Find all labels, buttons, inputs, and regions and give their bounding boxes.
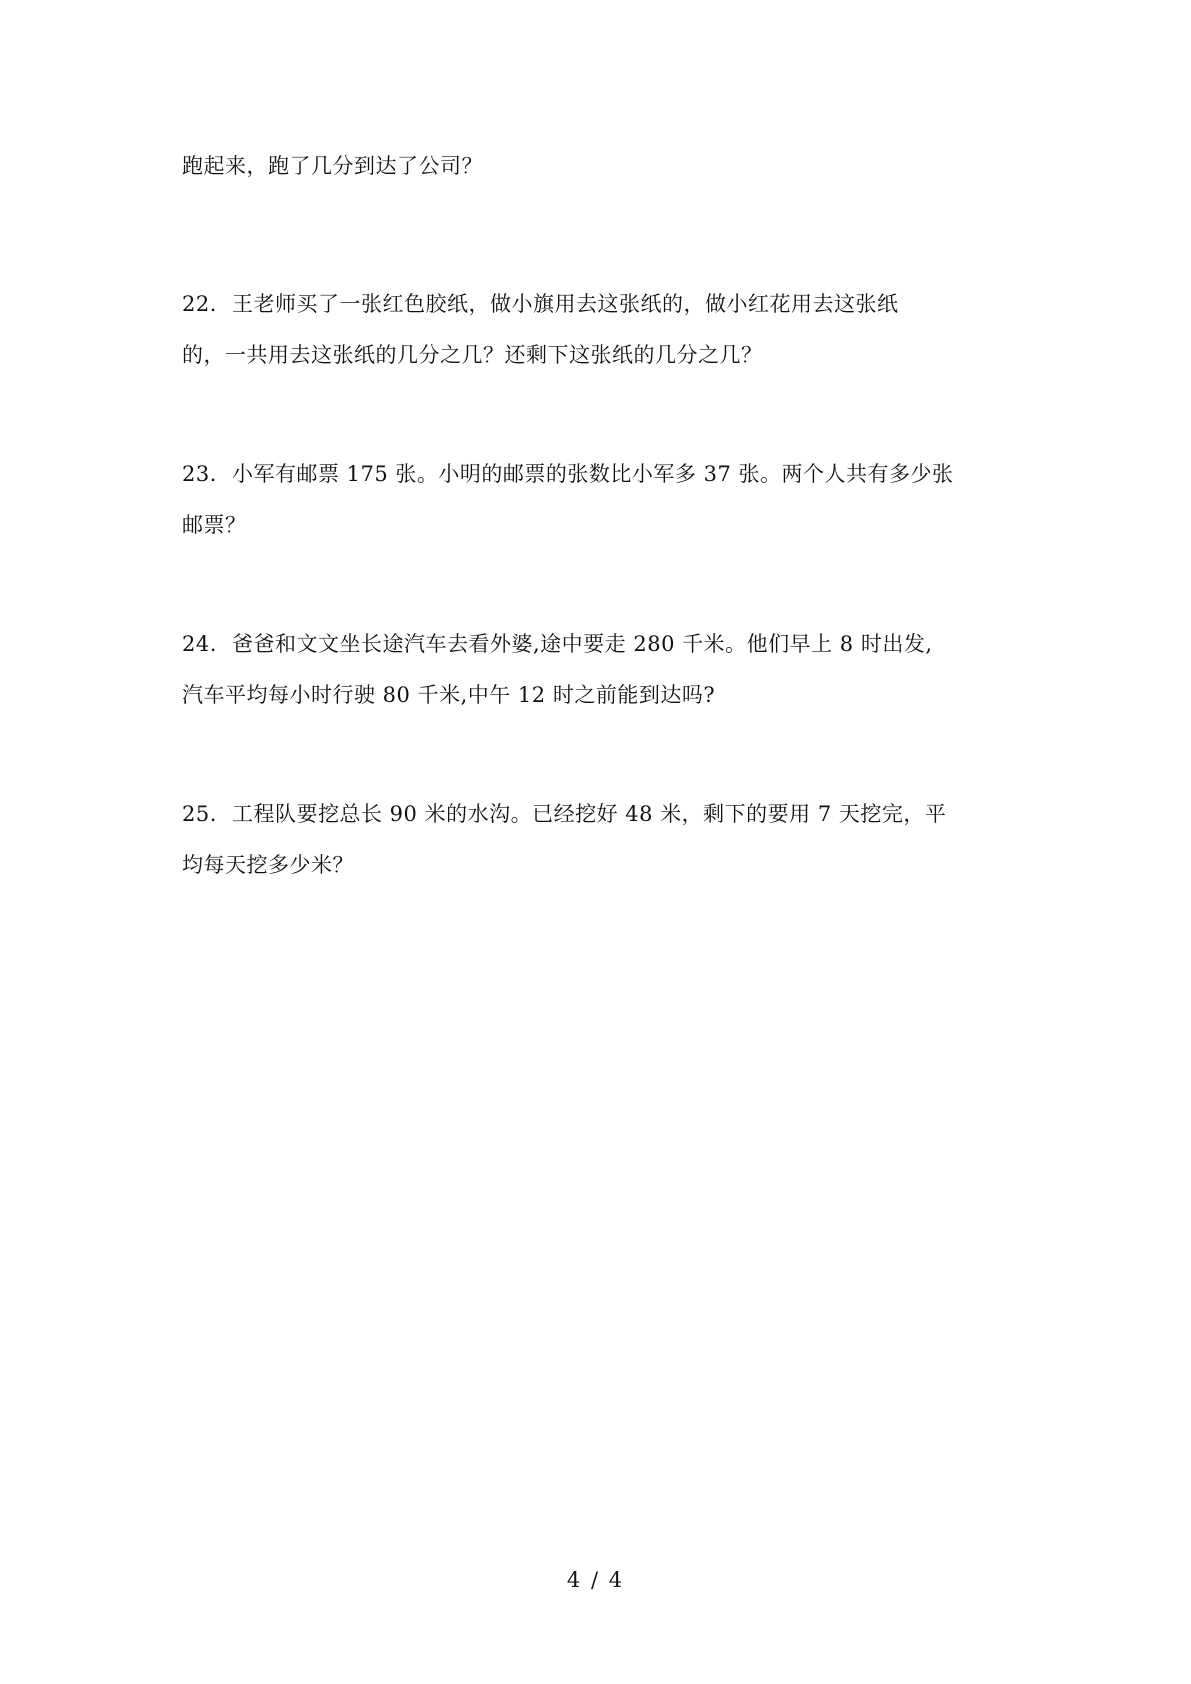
- question-text-continued: 汽车平均每小时行驶 80 千米,中午 12 时之前能到达吗?: [182, 683, 716, 707]
- question-text: 王老师买了一张红色胶纸，做小旗用去这张纸的，做小红花用去这张纸: [232, 292, 899, 316]
- question-line: [182, 290, 899, 318]
- question-text: 小军有邮票 175 张。小明的邮票的张数比小军多 37 张。两个人共有多少张: [232, 462, 954, 486]
- question-number: 22.: [182, 292, 217, 316]
- question-number: 25.: [182, 802, 217, 826]
- question-number: 24.: [182, 632, 217, 656]
- question-line: [182, 800, 946, 828]
- question-text-continued: 均每天挖多少米？: [182, 853, 354, 877]
- page-number: 4 / 4: [566, 1568, 625, 1592]
- question-text-continued: 邮票？: [182, 513, 247, 537]
- question-text: 爸爸和文文坐长途汽车去看外婆,途中要走 280 千米。他们早上 8 时出发,: [232, 632, 933, 656]
- question-line: [182, 460, 954, 488]
- question-line: [182, 630, 933, 658]
- question-number: 23.: [182, 462, 217, 486]
- question-text-continued: 的，一共用去这张纸的几分之几？还剩下这张纸的几分之几？: [182, 343, 763, 367]
- continuation-text: 跑起来，跑了几分到达了公司？: [182, 154, 483, 178]
- question-text: 工程队要挖总长 90 米的水沟。已经挖好 48 米，剩下的要用 7 天挖完，平: [232, 802, 947, 826]
